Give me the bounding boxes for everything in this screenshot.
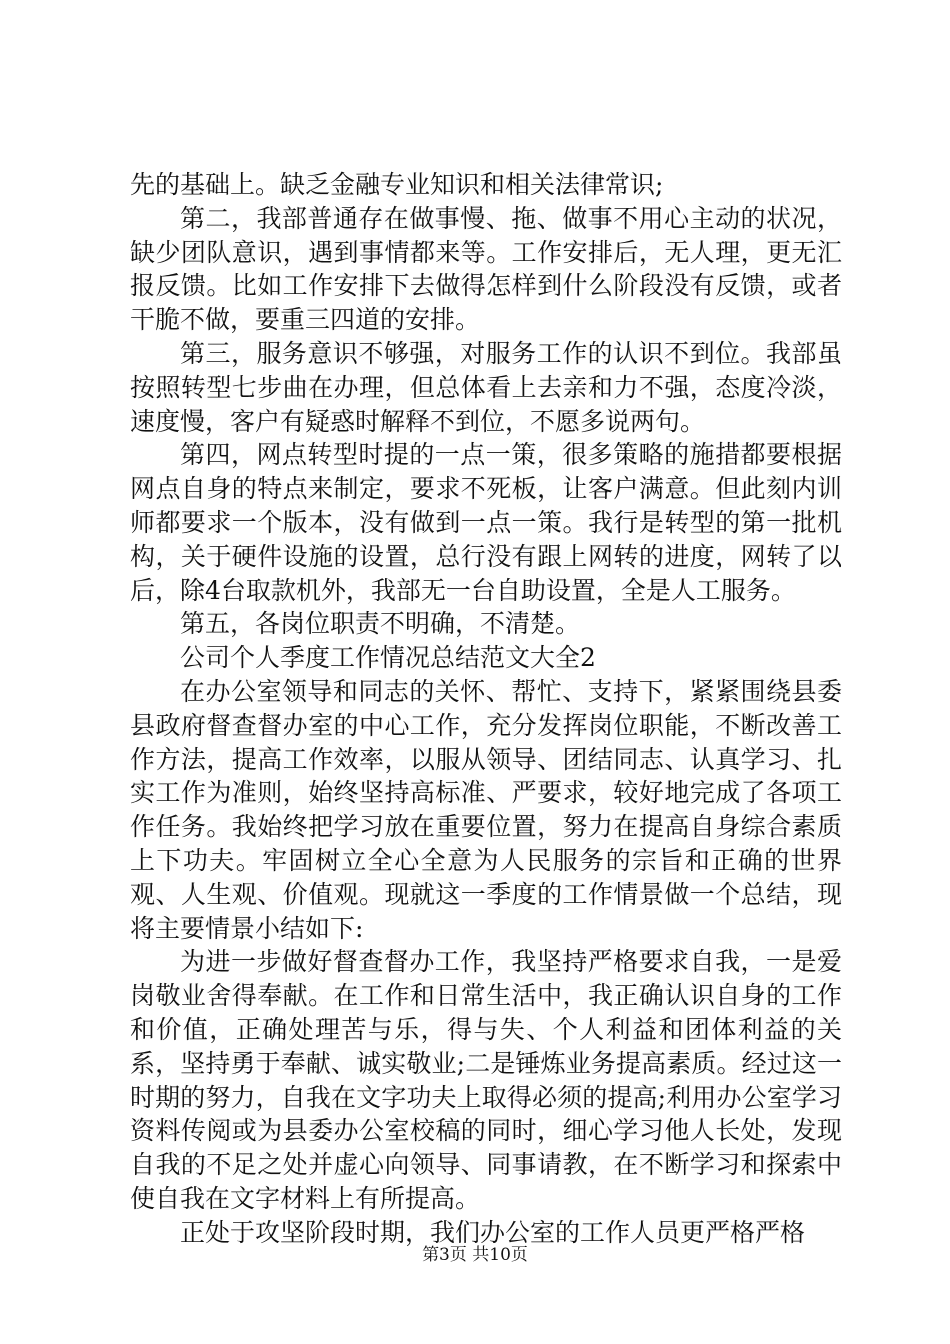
- section-heading: 公司个人季度工作情况总结范文大全2: [180, 643, 596, 673]
- paragraph-2: 第二，我部普通存在做事慢、拖、做事不用心主动的状况，缺少团队意识，遇到事情都来等。工作安排后，无人理，更无汇报反馈。比如工作安排下去做得怎样到什么阶段没有反馈，或者干脆不做，要重三四道的安排。: [130, 203, 842, 335]
- paragraph-4: 第四，网点转型时提的一点一策，很多策略的施措都要根据网点自身的特点来制定，要求不死板，让客户满意。但此刻内训师都要求一个版本，没有做到一点一策。我行是转型的第一批机构，关于硬件设施的设置，总行没有跟上网转的进度，网转了以后，除4台取款机外，我部无一台自助设置，全是人工服务。: [130, 440, 842, 605]
- page-number: 第3页 共10页: [422, 1245, 528, 1265]
- paragraph-8: 为进一步做好督查督办工作，我坚持严格要求自我，一是爱岗敬业舍得奉献。在工作和日常生活中，我正确认识自身的工作和价值，正确处理苦与乐，得与失、个人利益和团体利益的关系，坚持勇于奉献、诚实敬业;二是锤炼业务提高素质。经过这一时期的努力，自我在文字功夫上取得必须的提高;利用办公室学习资料传阅或为县委办公室校稿的同时，细心学习他人长处，发现自我的不足之处并虚心向领导、同事请教，在不断学习和探索中使自我在文字材料上有所提高。: [130, 947, 842, 1213]
- paragraph-5: 第五，各岗位职责不明确，不清楚。: [180, 609, 581, 639]
- paragraph-7: 在办公室领导和同志的关怀、帮忙、支持下，紧紧围绕县委县政府督查督办室的中心工作，充分发挥岗位职能，不断改善工作方法，提高工作效率，以服从领导、团结同志、认真学习、扎实工作为准则，始终坚持高标准、严要求，较好地完成了各项工作任务。我始终把学习放在重要位置，努力在提高自身综合素质上下功夫。牢固树立全心全意为人民服务的宗旨和正确的世界观、人生观、价值观。现就这一季度的工作情景做一个总结，现将主要情景小结如下:: [130, 676, 842, 943]
- paragraph-1: 先的基础上。缺乏金融专业知识和相关法律常识;: [130, 170, 664, 199]
- paragraph-3: 第三，服务意识不够强，对服务工作的认识不到位。我部虽按照转型七步曲在办理，但总体看上去亲和力不强，态度冷淡，速度慢，客户有疑惑时解释不到位，不愿多说两句。: [130, 338, 842, 436]
- paragraph-9: 正处于攻坚阶段时期，我们办公室的工作人员更严格严格: [180, 1217, 806, 1247]
- page-footer: [0, 1240, 950, 1265]
- document-body: [130, 168, 842, 1250]
